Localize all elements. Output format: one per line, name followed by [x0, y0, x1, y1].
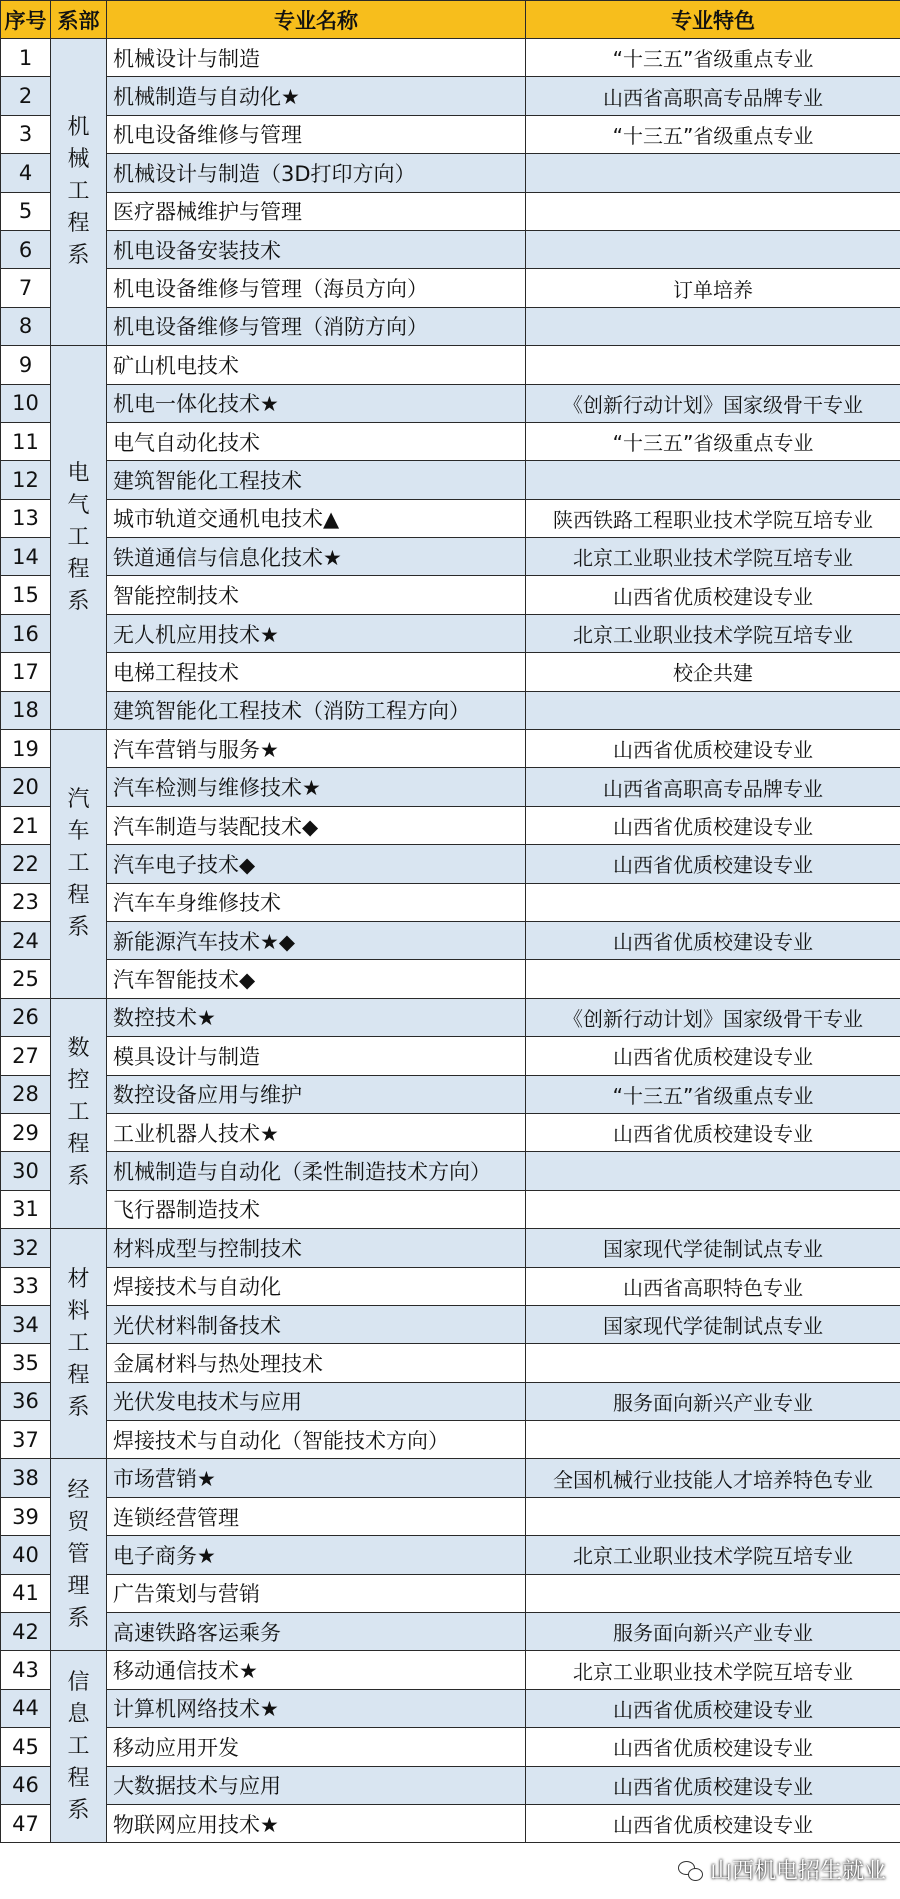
major-name: 建筑智能化工程技术（消防工程方向） — [107, 691, 526, 729]
major-name: 机械设计与制造（3D打印方向） — [107, 154, 526, 192]
major-feature — [526, 154, 900, 192]
major-feature — [526, 307, 900, 345]
table-row — [1, 538, 900, 576]
major-name: 材料成型与控制技术 — [107, 1229, 526, 1267]
major-name: 机电设备维修与管理 — [107, 115, 526, 153]
row-number: 4 — [1, 154, 51, 192]
department-name: 数控工程系 — [51, 998, 107, 1228]
major-feature: 山西省优质校建设专业 — [526, 1689, 900, 1727]
row-number: 22 — [1, 845, 51, 883]
row-number: 37 — [1, 1421, 51, 1459]
major-name: 汽车制造与装配技术◆ — [107, 806, 526, 844]
header-row — [1, 1, 900, 39]
row-number: 18 — [1, 691, 51, 729]
row-number: 40 — [1, 1536, 51, 1574]
row-number: 14 — [1, 538, 51, 576]
row-number: 41 — [1, 1574, 51, 1612]
row-number: 38 — [1, 1459, 51, 1497]
major-name: 城市轨道交通机电技术▲ — [107, 499, 526, 537]
row-number: 8 — [1, 307, 51, 345]
table-row — [1, 1728, 900, 1766]
major-name: 大数据技术与应用 — [107, 1766, 526, 1804]
major-name: 广告策划与营销 — [107, 1574, 526, 1612]
watermark — [678, 1854, 886, 1885]
row-number: 19 — [1, 730, 51, 768]
table-row — [1, 1229, 900, 1267]
major-name: 机械制造与自动化（柔性制造技术方向） — [107, 1152, 526, 1190]
row-number: 21 — [1, 806, 51, 844]
major-feature: 北京工业职业技术学院互培专业 — [526, 538, 900, 576]
major-name: 无人机应用技术★ — [107, 614, 526, 652]
table-row — [1, 1037, 900, 1075]
table-row — [1, 1613, 900, 1651]
major-name: 数控技术★ — [107, 998, 526, 1036]
major-feature: 订单培养 — [526, 269, 900, 307]
major-feature: 山西省优质校建设专业 — [526, 1804, 900, 1842]
department-name: 电气工程系 — [51, 346, 107, 730]
major-feature: 校企共建 — [526, 653, 900, 691]
row-number: 6 — [1, 230, 51, 268]
major-feature — [526, 1574, 900, 1612]
row-number: 5 — [1, 192, 51, 230]
major-name: 机电一体化技术★ — [107, 384, 526, 422]
major-name: 汽车电子技术◆ — [107, 845, 526, 883]
row-number: 10 — [1, 384, 51, 422]
major-name: 电气自动化技术 — [107, 422, 526, 460]
major-name: 工业机器人技术★ — [107, 1113, 526, 1151]
table-row — [1, 192, 900, 230]
row-number: 44 — [1, 1689, 51, 1727]
row-number: 3 — [1, 115, 51, 153]
department-name: 信息工程系 — [51, 1651, 107, 1843]
row-number: 30 — [1, 1152, 51, 1190]
table-row — [1, 499, 900, 537]
major-feature — [526, 461, 900, 499]
row-number: 36 — [1, 1382, 51, 1420]
major-name: 高速铁路客运乘务 — [107, 1613, 526, 1651]
row-number: 15 — [1, 576, 51, 614]
row-number: 29 — [1, 1113, 51, 1151]
table-row — [1, 422, 900, 460]
table-row — [1, 1344, 900, 1382]
major-feature — [526, 691, 900, 729]
major-name: 物联网应用技术★ — [107, 1804, 526, 1842]
major-name: 光伏发电技术与应用 — [107, 1382, 526, 1420]
major-feature: “十三五”省级重点专业 — [526, 115, 900, 153]
row-number: 32 — [1, 1229, 51, 1267]
table-row — [1, 883, 900, 921]
table-row — [1, 1766, 900, 1804]
major-feature — [526, 230, 900, 268]
row-number: 39 — [1, 1497, 51, 1535]
watermark-text: 山西机电招生就业 — [709, 1859, 886, 1884]
table-row — [1, 1497, 900, 1535]
row-number: 42 — [1, 1613, 51, 1651]
major-name: 机电设备安装技术 — [107, 230, 526, 268]
table-row — [1, 307, 900, 345]
major-feature: 山西省优质校建设专业 — [526, 1766, 900, 1804]
row-number: 13 — [1, 499, 51, 537]
table-row — [1, 960, 900, 998]
row-number: 12 — [1, 461, 51, 499]
table-row — [1, 1651, 900, 1689]
major-name: 机电设备维修与管理（海员方向） — [107, 269, 526, 307]
row-number: 1 — [1, 39, 51, 77]
major-feature — [526, 883, 900, 921]
major-feature — [526, 192, 900, 230]
major-feature: 全国机械行业技能人才培养特色专业 — [526, 1459, 900, 1497]
major-name: 移动通信技术★ — [107, 1651, 526, 1689]
header-dept: 系部 — [51, 1, 107, 39]
table-row — [1, 461, 900, 499]
table-row — [1, 1152, 900, 1190]
major-feature: 《创新行动计划》国家级骨干专业 — [526, 384, 900, 422]
major-feature: 《创新行动计划》国家级骨干专业 — [526, 998, 900, 1036]
major-name: 智能控制技术 — [107, 576, 526, 614]
major-name: 机械制造与自动化★ — [107, 77, 526, 115]
major-name: 机械设计与制造 — [107, 39, 526, 77]
table-row — [1, 384, 900, 422]
major-feature — [526, 1344, 900, 1382]
major-feature: 山西省优质校建设专业 — [526, 806, 900, 844]
row-number: 34 — [1, 1305, 51, 1343]
table-row — [1, 1267, 900, 1305]
row-number: 25 — [1, 960, 51, 998]
major-feature: 山西省优质校建设专业 — [526, 1728, 900, 1766]
major-feature: 山西省优质校建设专业 — [526, 921, 900, 959]
row-number: 17 — [1, 653, 51, 691]
major-feature — [526, 960, 900, 998]
major-name: 汽车营销与服务★ — [107, 730, 526, 768]
table-row — [1, 1305, 900, 1343]
row-number: 35 — [1, 1344, 51, 1382]
major-name: 矿山机电技术 — [107, 346, 526, 384]
table-row — [1, 614, 900, 652]
row-number: 46 — [1, 1766, 51, 1804]
major-name: 市场营销★ — [107, 1459, 526, 1497]
table-row — [1, 346, 900, 384]
row-number: 7 — [1, 269, 51, 307]
row-number: 11 — [1, 422, 51, 460]
table-body — [1, 39, 900, 1843]
table-row — [1, 269, 900, 307]
row-number: 16 — [1, 614, 51, 652]
major-feature: 山西省优质校建设专业 — [526, 1113, 900, 1151]
major-feature — [526, 1421, 900, 1459]
major-feature: 北京工业职业技术学院互培专业 — [526, 614, 900, 652]
table-row — [1, 806, 900, 844]
major-feature: “十三五”省级重点专业 — [526, 39, 900, 77]
major-name: 铁道通信与信息化技术★ — [107, 538, 526, 576]
table-row — [1, 230, 900, 268]
table-row — [1, 845, 900, 883]
table-row — [1, 1421, 900, 1459]
major-feature: 山西省高职高专品牌专业 — [526, 768, 900, 806]
wechat-icon — [678, 1859, 704, 1881]
table-row — [1, 653, 900, 691]
table-row — [1, 921, 900, 959]
major-name: 机电设备维修与管理（消防方向） — [107, 307, 526, 345]
table-row — [1, 1574, 900, 1612]
major-name: 建筑智能化工程技术 — [107, 461, 526, 499]
major-feature: 山西省优质校建设专业 — [526, 1037, 900, 1075]
major-feature — [526, 1190, 900, 1228]
major-feature: 服务面向新兴产业专业 — [526, 1613, 900, 1651]
table-row — [1, 115, 900, 153]
major-name: 连锁经营管理 — [107, 1497, 526, 1535]
major-name: 汽车智能技术◆ — [107, 960, 526, 998]
major-feature: 服务面向新兴产业专业 — [526, 1382, 900, 1420]
department-name: 经贸管理系 — [51, 1459, 107, 1651]
row-number: 28 — [1, 1075, 51, 1113]
major-name: 光伏材料制备技术 — [107, 1305, 526, 1343]
major-name: 金属材料与热处理技术 — [107, 1344, 526, 1382]
major-feature — [526, 1152, 900, 1190]
table-row — [1, 1190, 900, 1228]
row-number: 26 — [1, 998, 51, 1036]
row-number: 9 — [1, 346, 51, 384]
major-feature: 国家现代学徒制试点专业 — [526, 1229, 900, 1267]
row-number: 43 — [1, 1651, 51, 1689]
major-name: 电梯工程技术 — [107, 653, 526, 691]
major-feature: 国家现代学徒制试点专业 — [526, 1305, 900, 1343]
table-row — [1, 1113, 900, 1151]
major-feature: 山西省高职特色专业 — [526, 1267, 900, 1305]
row-number: 27 — [1, 1037, 51, 1075]
table-row — [1, 39, 900, 77]
row-number: 23 — [1, 883, 51, 921]
table-row — [1, 77, 900, 115]
major-name: 模具设计与制造 — [107, 1037, 526, 1075]
row-number: 24 — [1, 921, 51, 959]
major-name: 医疗器械维护与管理 — [107, 192, 526, 230]
major-feature: “十三五”省级重点专业 — [526, 1075, 900, 1113]
row-number: 2 — [1, 77, 51, 115]
major-name: 飞行器制造技术 — [107, 1190, 526, 1228]
table-row — [1, 1804, 900, 1842]
major-feature — [526, 346, 900, 384]
row-number: 33 — [1, 1267, 51, 1305]
header-name: 专业名称 — [107, 1, 526, 39]
row-number: 31 — [1, 1190, 51, 1228]
major-feature: 山西省优质校建设专业 — [526, 730, 900, 768]
department-name: 机械工程系 — [51, 39, 107, 346]
table-row — [1, 730, 900, 768]
table-row — [1, 1075, 900, 1113]
major-name: 移动应用开发 — [107, 1728, 526, 1766]
table-row — [1, 691, 900, 729]
major-name: 计算机网络技术★ — [107, 1689, 526, 1727]
row-number: 47 — [1, 1804, 51, 1842]
table-row — [1, 1459, 900, 1497]
major-name: 电子商务★ — [107, 1536, 526, 1574]
major-name: 汽车检测与维修技术★ — [107, 768, 526, 806]
table-row — [1, 576, 900, 614]
major-name: 汽车车身维修技术 — [107, 883, 526, 921]
major-name: 焊接技术与自动化 — [107, 1267, 526, 1305]
major-name: 数控设备应用与维护 — [107, 1075, 526, 1113]
major-feature: 山西省优质校建设专业 — [526, 576, 900, 614]
row-number: 20 — [1, 768, 51, 806]
table-row — [1, 1382, 900, 1420]
table-row — [1, 1536, 900, 1574]
table-row — [1, 998, 900, 1036]
major-feature: “十三五”省级重点专业 — [526, 422, 900, 460]
department-name: 汽车工程系 — [51, 730, 107, 999]
header-feature: 专业特色 — [526, 1, 900, 39]
major-name: 新能源汽车技术★◆ — [107, 921, 526, 959]
major-feature: 陕西铁路工程职业技术学院互培专业 — [526, 499, 900, 537]
major-feature — [526, 1497, 900, 1535]
major-feature: 北京工业职业技术学院互培专业 — [526, 1536, 900, 1574]
table-row — [1, 768, 900, 806]
major-feature: 山西省优质校建设专业 — [526, 845, 900, 883]
table-row — [1, 154, 900, 192]
table-row — [1, 1689, 900, 1727]
row-number: 45 — [1, 1728, 51, 1766]
header-no: 序号 — [1, 1, 51, 39]
major-feature: 北京工业职业技术学院互培专业 — [526, 1651, 900, 1689]
department-name: 材料工程系 — [51, 1229, 107, 1459]
major-name: 焊接技术与自动化（智能技术方向） — [107, 1421, 526, 1459]
major-feature: 山西省高职高专品牌专业 — [526, 77, 900, 115]
